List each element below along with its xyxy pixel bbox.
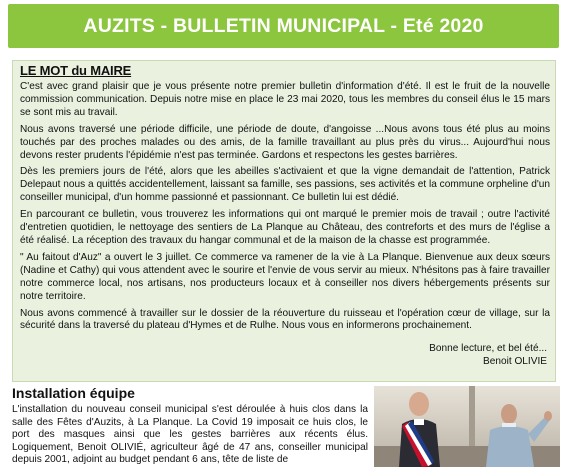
- bulletin-title: AUZITS - BULLETIN MUNICIPAL - Eté 2020: [83, 14, 484, 37]
- paragraph: En parcourant ce bulletin, vous trouverez les informations qui ont marqué le premier mois de travail ; outre l'activité d'entretien quotidien, le nettoyage des sentiers de La Planque au Château, des contreforts et des murs de l'église a été réalisé. La réception des travaux du hangar communal et de la maison de la chasse est programmée.: [20, 209, 550, 246]
- paragraph: " Au faitout d'Auz" a ouvert le 3 juillet. Ce commerce va ramener de la vie à La Planque. Bienvenue aux deux sœurs (Nadine et Cathy) qui vous attendent avec le sourire et l'envie de vous servir au mieux. N'hésitons pas à faire travailler notre commerce local, nos artisans, nos producteurs locaux et à conseiller nos divers hébergements présents sur notre territoire.: [20, 251, 550, 302]
- installation-text: L'installation du nouveau conseil municipal s'est déroulée à huis clos dans la salle des Fêtes d'Auzits, à La Planque. La Covid 19 imposait ce huis clos, le port des masques ainsi que les gestes barrières aux récents élus. Logiquement, Benoit OLIVIÉ, agriculteur âgé de 47 ans, conseiller municipal depuis 2001, adjoint au budget pendant 6 ans, tête de liste de: [12, 404, 368, 466]
- council-photo-image: [374, 386, 560, 467]
- header-banner: [8, 4, 559, 48]
- council-photo: [374, 386, 560, 467]
- signature-block: [429, 343, 547, 369]
- paragraph: Nous avons traversé une période difficile, une période de doute, d'angoisse ...Nous avons tous été plus au moins touchés par des proches malades ou des amis, de la famille travaillant au plus près du virus... Aujourd'hui nous devons rester prudents l'épidémie n'est pas terminée. Gardons et respectons les gestes barrières.: [20, 123, 550, 161]
- paragraph: Nous avons commencé à travailler sur le dossier de la réouverture du ruisseau et l'opération cœur de village, sur la sécurité dans la traversé du plateau d'Hymes et de Rulhe. Nous vous en informerons prochainement.: [20, 307, 550, 332]
- paragraph: C'est avec grand plaisir que je vous présente notre premier bulletin d'information d'été. Il est le fruit de la nouvelle commission communication. Depuis notre mise en place le 23 mai 2020, tous les membres du conseil élus le 15 mars se sont mis au travail.: [20, 81, 550, 118]
- mayor-message-box: [12, 60, 556, 382]
- signature-name: Benoit OLIVIE: [483, 355, 547, 367]
- mayor-message-title: LE MOT du MAIRE: [20, 63, 132, 78]
- closing-line: Bonne lecture, et bel été...: [429, 343, 547, 354]
- paragraph: Dès les premiers jours de l'été, alors que les abeilles s'activaient et que la vigne demandait de l'attention, Patrick Delepaut nous a quittés accidentellement, laissant sa famille, ses passions, ses activités et la commune orpheline d'un conseiller municipal, d'un homme passionné et passionnant. Ce bulletin lui est dédié.: [20, 166, 550, 204]
- mayor-message-body: [20, 81, 550, 337]
- installation-article: [12, 404, 368, 467]
- installation-title: Installation équipe: [12, 385, 135, 401]
